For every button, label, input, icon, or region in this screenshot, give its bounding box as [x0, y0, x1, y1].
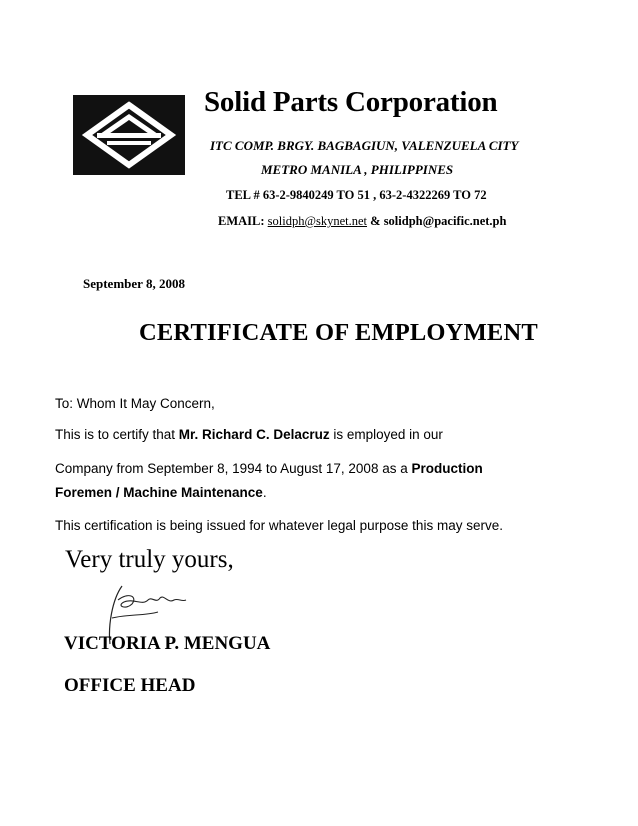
email-join: & [370, 214, 381, 228]
body-text: . [262, 485, 267, 500]
certificate-title: CERTIFICATE OF EMPLOYMENT [139, 319, 538, 346]
sign-off: Very truly yours, [65, 546, 234, 573]
email-label: EMAIL: [218, 214, 265, 228]
letter-date: September 8, 2008 [83, 276, 185, 291]
email-line [218, 214, 506, 229]
body-line-4: This certification is being issued for whatever legal purpose this may serve. [55, 518, 503, 533]
body-text: is employed in our [329, 427, 443, 442]
address-line-2: METRO MANILA , PHILIPPINES [261, 162, 454, 177]
body-text: Company from September 8, 1994 to August 17, 2008 as a [55, 461, 412, 476]
employee-name: Mr. Richard C. Delacruz [178, 427, 330, 442]
signer-title: OFFICE HEAD [64, 675, 196, 696]
body-line-1 [55, 425, 443, 445]
body-line-3 [55, 483, 267, 503]
body-text: This is to certify that [55, 427, 179, 442]
email-secondary-link[interactable]: solidph@pacific.net.ph [383, 214, 507, 228]
position-part-2: Foremen / Machine Maintenance [55, 485, 263, 500]
email-primary-link[interactable]: solidph@skynet.net [267, 214, 368, 228]
salutation: To: Whom It May Concern, [55, 396, 215, 411]
position-part-1: Production [411, 461, 483, 476]
address-line-1: ITC COMP. BRGY. BAGBAGIUN, VALENZUELA CITY [210, 138, 519, 153]
signer-name: VICTORIA P. MENGUA [64, 633, 271, 654]
body-line-2 [55, 459, 483, 479]
company-logo-icon [73, 95, 185, 175]
telephone-line: TEL # 63-2-9840249 TO 51 , 63-2-4322269 TO 72 [226, 188, 487, 202]
company-name: Solid Parts Corporation [204, 86, 498, 118]
